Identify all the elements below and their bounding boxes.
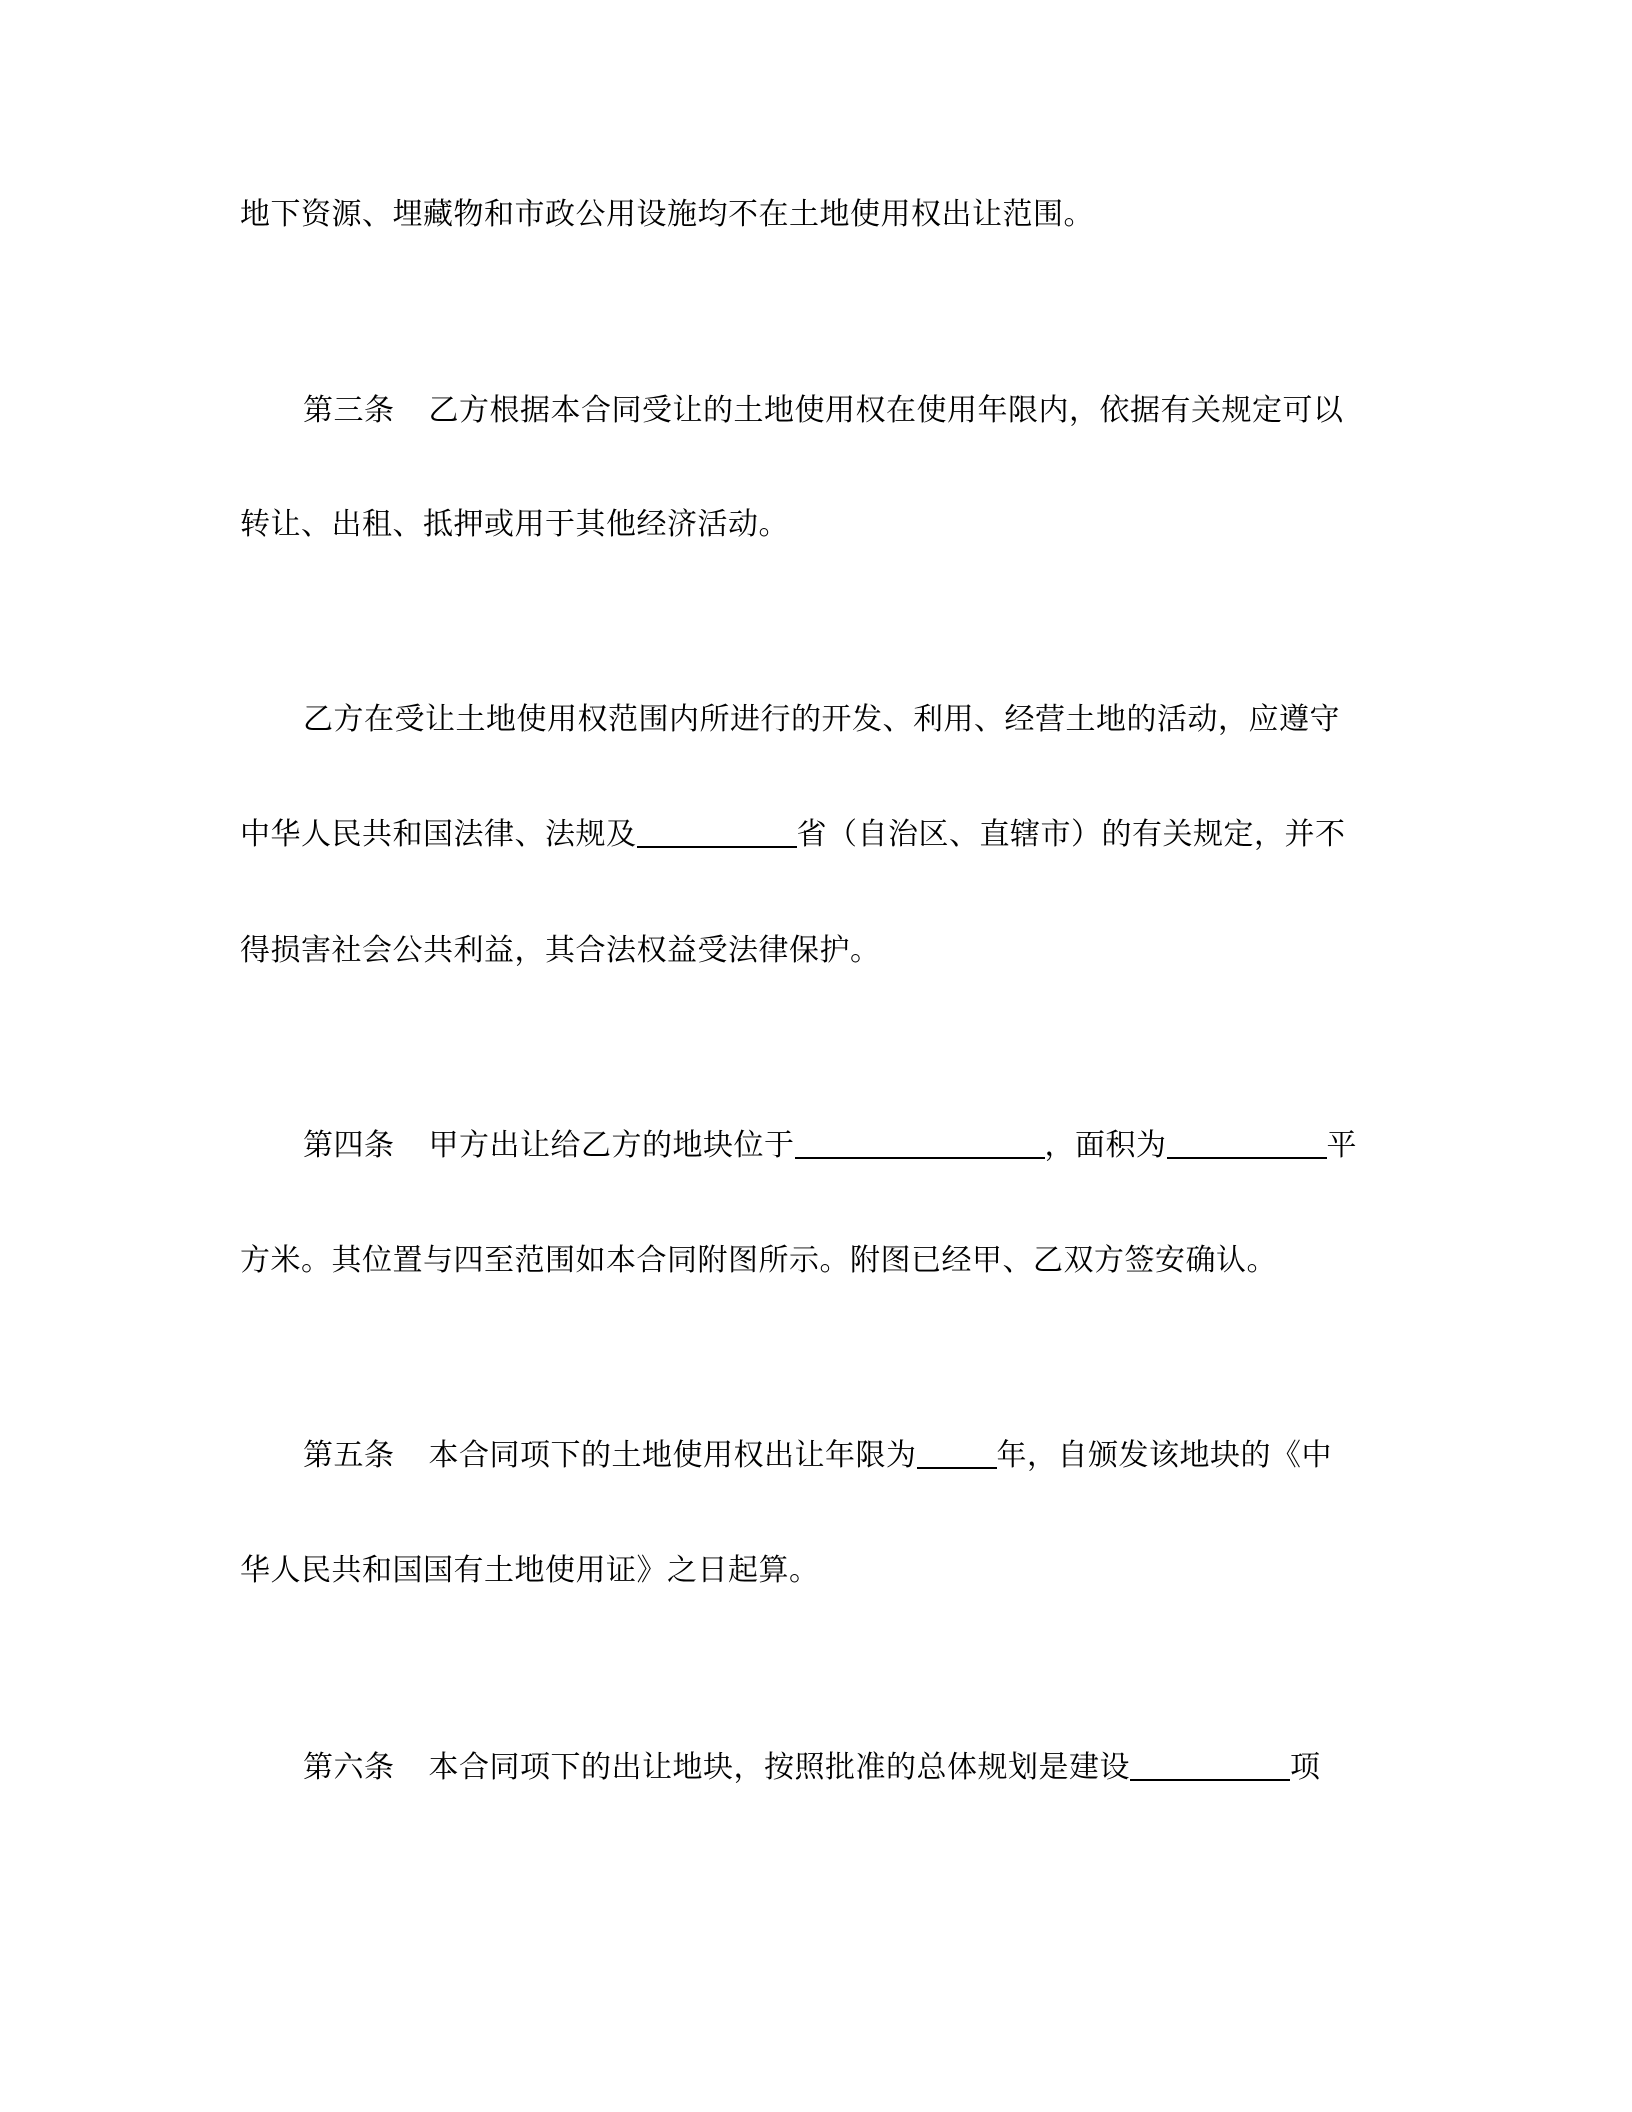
line-text: 华人民共和国国有土地使用证》之日起算。 xyxy=(240,1553,820,1588)
line-text: 地下资源、埋藏物和市政公用设施均不在土地使用权出让范围。 xyxy=(240,197,1094,232)
article-5-line xyxy=(303,1436,1380,1476)
project-blank-field[interactable] xyxy=(1130,1749,1290,1781)
article-5-text: 年，自颁发该地块的《中 xyxy=(996,1438,1332,1473)
article-4-label: 第四条 xyxy=(303,1128,395,1163)
article-6-label: 第六条 xyxy=(303,1750,395,1785)
line-text: 乙方在受让土地使用权范围内所进行的开发、利用、经营土地的活动，应遵守 xyxy=(303,702,1340,737)
article-3-label: 第三条 xyxy=(303,393,395,428)
term-years-blank-field[interactable] xyxy=(917,1437,997,1469)
article-6-text: 本合同项下的出让地块，按照批准的总体规划是建设 xyxy=(428,1750,1130,1785)
article-4-text: 平 xyxy=(1326,1128,1357,1163)
article-4-text: ，面积为 xyxy=(1044,1128,1167,1163)
paragraph-line xyxy=(303,700,1380,740)
line-text: 方米。其位置与四至范围如本合同附图所示。附图已经甲、乙双方签安确认。 xyxy=(240,1243,1277,1278)
article-4-line xyxy=(303,1126,1380,1166)
line-text: 中华人民共和国法律、法规及 xyxy=(240,817,637,852)
paragraph-line xyxy=(240,815,1380,855)
paragraph-line xyxy=(240,1551,1380,1591)
article-6-text: 项 xyxy=(1290,1750,1321,1785)
paragraph-line xyxy=(240,195,1380,235)
area-blank-field[interactable] xyxy=(1167,1127,1327,1159)
article-3-line xyxy=(303,391,1380,431)
line-text: 得损害社会公共利益，其合法权益受法律保护。 xyxy=(240,933,881,968)
line-text: 省（自治区、直辖市）的有关规定，并不 xyxy=(796,817,1346,852)
article-4-text: 甲方出让给乙方的地块位于 xyxy=(428,1128,795,1163)
paragraph-line xyxy=(240,505,1380,545)
article-5-label: 第五条 xyxy=(303,1438,395,1473)
location-blank-field[interactable] xyxy=(795,1127,1045,1159)
line-text: 转让、出租、抵押或用于其他经济活动。 xyxy=(240,507,789,542)
article-3-text: 乙方根据本合同受让的土地使用权在使用年限内，依据有关规定可以 xyxy=(428,393,1344,428)
paragraph-line xyxy=(240,931,1380,971)
article-5-text: 本合同项下的土地使用权出让年限为 xyxy=(428,1438,917,1473)
article-6-line xyxy=(303,1748,1380,1788)
province-blank-field[interactable] xyxy=(637,816,797,848)
paragraph-line xyxy=(240,1241,1380,1281)
